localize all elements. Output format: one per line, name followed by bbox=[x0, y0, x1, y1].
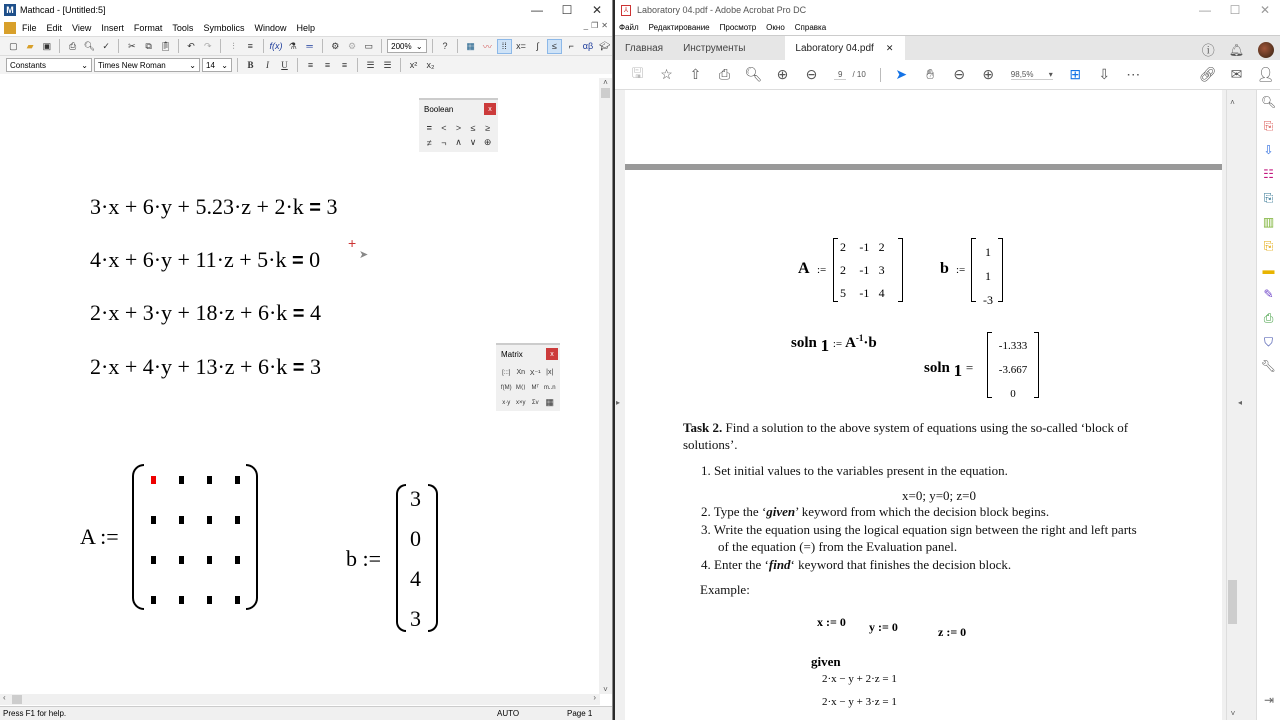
spellcheck-icon[interactable]: ✓ bbox=[102, 40, 110, 51]
redo-icon[interactable]: ↷ bbox=[204, 40, 212, 51]
menu-insert[interactable]: Insert bbox=[101, 23, 124, 33]
mouse-pointer-icon: ➤ bbox=[359, 249, 369, 261]
numbering-button[interactable]: ☰ bbox=[383, 59, 392, 70]
more-tools-wrench-icon[interactable]: 🔧︎ bbox=[1260, 359, 1277, 373]
example-given-keyword: given bbox=[811, 654, 841, 669]
initial-values: x=0; y=0; z=0 bbox=[902, 488, 976, 503]
pdf-page-view[interactable]: A := 2 -1 2 2 -1 3 5 -1 4 b := 1 1 -3 soln 1 := $A^{-1}\cdot b$ soln 1 = -1.333 -3.667 0 Task 2. Find a solution to the above system of equations using the so-called ‘block of solutions’. 1. Set initial values to the variables present in the equation. x=0; y=0; z=0 2. Type the ‘given’ keyword from which the decision block begins. 3. Write the equation using the logical equation sign between the right and left parts of the equation (=) from the Evaluation panel. 4. Enter the ‘find‘ keyword that finishes the decision block. Example: x := 0 y := 0 z := 0 given 2·x − y + 2·z = 1 2·x − y + 3·z = 1 bbox=[625, 90, 1222, 720]
crosshair-cursor: + bbox=[348, 235, 357, 251]
menu-help[interactable]: Справка bbox=[794, 23, 827, 32]
doc-vector-b: 1 1 -3 bbox=[971, 238, 1003, 302]
subscript-button[interactable]: x₂ bbox=[426, 60, 435, 70]
share-link-icon[interactable]: 🔗︎ bbox=[1198, 66, 1217, 82]
previous-page-icon[interactable]: ⊕ bbox=[776, 66, 789, 82]
cut-icon[interactable]: ✂ bbox=[128, 40, 136, 51]
matrix-A[interactable] bbox=[132, 464, 258, 610]
doc-minimize-button[interactable]: _ bbox=[583, 21, 589, 30]
menu-file[interactable]: Файл bbox=[619, 23, 639, 32]
symbolic-palette-icon[interactable]: 🎓︎ bbox=[599, 40, 611, 51]
menu-file[interactable]: File bbox=[22, 23, 37, 33]
bool-not[interactable]: ¬ bbox=[441, 137, 447, 148]
tab-document[interactable]: Laboratory 04.pdf ✕ bbox=[785, 36, 905, 61]
acrobat-tab-bar bbox=[615, 35, 1280, 60]
dot-product-button[interactable]: x·y bbox=[502, 399, 511, 406]
zoom-select[interactable]: 200% ⌄ bbox=[387, 39, 426, 53]
bool-equal[interactable]: = bbox=[426, 122, 432, 133]
zoom-level-select[interactable]: 98,5% ▾ bbox=[1010, 69, 1053, 79]
align-left-button[interactable]: ≡ bbox=[307, 60, 314, 70]
close-button[interactable]: ✕ bbox=[591, 3, 603, 17]
maximize-button[interactable]: ☐ bbox=[561, 3, 573, 17]
step-3-cont: of the equation (=) from the Evaluation panel. bbox=[718, 539, 958, 554]
email-icon[interactable]: ✉ bbox=[1230, 66, 1243, 82]
collapse-tools-icon[interactable]: ⇥ bbox=[1263, 693, 1275, 707]
matrix-vectorize-button[interactable]: f(M) bbox=[500, 384, 512, 391]
print-preview-icon[interactable]: 🔍︎ bbox=[83, 40, 96, 51]
vertical-scroll-thumb[interactable] bbox=[601, 88, 610, 98]
menu-window[interactable]: Окно bbox=[766, 23, 785, 32]
tab-home[interactable]: Главная bbox=[625, 42, 664, 54]
example-equation-2: 2·x − y + 3·z = 1 bbox=[822, 696, 897, 708]
bool-less-equal[interactable]: ≤ bbox=[470, 122, 476, 133]
organize-pages-icon[interactable]: ☷ bbox=[1263, 167, 1274, 181]
copy-icon[interactable]: ⧉ bbox=[145, 40, 152, 51]
doc-matrix-A: 2 -1 2 2 -1 3 5 -1 4 bbox=[833, 238, 903, 302]
programming-palette-icon[interactable]: ⌐ bbox=[568, 41, 574, 51]
bullets-button[interactable]: ☰ bbox=[366, 59, 375, 70]
bool-greater[interactable]: > bbox=[455, 122, 462, 133]
equation-3[interactable]: 2·x + 3·y + 18·z + 6·k = 4 bbox=[90, 300, 321, 325]
zoom-out-icon[interactable]: ⊖ bbox=[953, 66, 966, 82]
sign-icon[interactable]: ✎ bbox=[1263, 287, 1274, 301]
matrix-subscript-button[interactable]: Xn bbox=[516, 369, 526, 376]
equation-4[interactable]: 2·x + 4·y + 13·z + 6·k = 3 bbox=[90, 354, 321, 379]
menu-window[interactable]: Window bbox=[254, 23, 287, 33]
open-icon[interactable]: ▰ bbox=[26, 40, 34, 51]
page-separator bbox=[625, 164, 1222, 170]
worksheet-horizontal-scrollbar[interactable]: ‹ › bbox=[0, 694, 600, 705]
edit-pdf-icon[interactable]: ▥ bbox=[1262, 215, 1275, 229]
mathcad-app-icon: M bbox=[4, 4, 16, 16]
font-size-select[interactable]: 14 ⌄ bbox=[202, 58, 232, 72]
acrobat-title: Laboratory 04.pdf - Adobe Acrobat Pro DC bbox=[637, 5, 807, 15]
undo-icon[interactable]: ↶ bbox=[187, 40, 195, 51]
matrix-determinant-button[interactable]: |x| bbox=[546, 369, 554, 376]
calculate-icon[interactable]: ═ bbox=[306, 41, 313, 51]
print-icon[interactable]: ⎙ bbox=[718, 66, 731, 82]
menu-symbolics[interactable]: Symbolics bbox=[203, 23, 245, 33]
acrobat-toolbar bbox=[615, 60, 1280, 90]
step-1: 1. Set initial values to the variables present in the equation. bbox=[701, 463, 1008, 478]
status-calc-mode: AUTO bbox=[497, 709, 520, 718]
task2-paragraph-cont: solutions’. bbox=[683, 437, 738, 452]
component-icon[interactable]: ⚙ bbox=[331, 40, 340, 51]
status-help-text: Press F1 for help. bbox=[3, 709, 67, 718]
matrix-palette-title: Matrix bbox=[501, 349, 523, 359]
calculator-palette-icon[interactable]: ▦ bbox=[466, 40, 475, 51]
worksheet-vertical-scrollbar[interactable]: ˄ ˅ bbox=[599, 78, 612, 694]
bold-button[interactable]: B bbox=[247, 60, 254, 70]
evaluation-palette-icon[interactable]: x= bbox=[516, 41, 526, 51]
mathcad-title: Mathcad - [Untitled:5] bbox=[20, 5, 106, 15]
page-number-input[interactable]: 9 bbox=[834, 70, 846, 80]
range-variable-button[interactable]: m..n bbox=[543, 384, 556, 391]
bool-not-equal[interactable]: ≠ bbox=[426, 137, 432, 148]
matrix-placeholder-active[interactable] bbox=[151, 476, 156, 484]
picture-button[interactable]: ▦ bbox=[545, 397, 554, 407]
bool-and[interactable]: ∧ bbox=[455, 137, 462, 147]
align-center-button[interactable]: ≡ bbox=[324, 60, 331, 70]
boolean-palette bbox=[419, 98, 498, 152]
acrobat-title-bar bbox=[615, 0, 1280, 20]
step-3: 3. Write the equation using the logical equation sign between the right and left parts bbox=[701, 522, 1137, 537]
acrobat-menu-bar bbox=[615, 20, 1280, 35]
acrobat-maximize-button[interactable]: ☐ bbox=[1229, 3, 1241, 17]
pdf-scroll-thumb[interactable] bbox=[1228, 580, 1237, 624]
equation-1[interactable]: 3·x + 6·y + 5.23·z + 2·k = 3 bbox=[90, 194, 338, 219]
matrix-column-button[interactable]: M⟨⟩ bbox=[515, 385, 526, 391]
bool-greater-equal[interactable]: ≥ bbox=[485, 122, 491, 133]
matrix-palette bbox=[496, 343, 560, 411]
vector-b[interactable]: 3 0 4 3 bbox=[396, 484, 438, 632]
align-across-icon[interactable]: ⫶ bbox=[232, 40, 235, 51]
horizontal-scroll-thumb[interactable] bbox=[12, 695, 22, 704]
italic-button[interactable]: I bbox=[266, 60, 269, 70]
font-select[interactable]: Times New Roman ⌄ bbox=[94, 58, 200, 72]
calculus-palette-icon[interactable]: ∫ bbox=[536, 41, 539, 51]
menu-view[interactable]: View bbox=[72, 23, 92, 33]
task2-paragraph: Task 2. Find a solution to the above system of equations using the so-called ‘block of bbox=[683, 420, 1129, 435]
insert-unit-icon[interactable]: ⚗ bbox=[288, 40, 297, 51]
worksheet[interactable] bbox=[0, 78, 600, 694]
vector-b-label: b := bbox=[346, 546, 382, 571]
pdf-vertical-scrollbar[interactable]: ˄ ˅ bbox=[1226, 90, 1238, 720]
print-icon[interactable]: ⎙ bbox=[69, 40, 77, 51]
menu-edit[interactable]: Редактирование bbox=[648, 23, 710, 32]
style-select[interactable]: Constants ⌄ bbox=[6, 58, 92, 72]
greek-palette-icon[interactable]: αβ bbox=[582, 41, 594, 51]
fill-sign-icon[interactable]: ⎘ bbox=[1263, 238, 1274, 253]
align-right-button[interactable]: ≡ bbox=[341, 60, 348, 70]
upload-cloud-icon[interactable]: ⇧ bbox=[689, 66, 702, 82]
graph-palette-icon[interactable]: 〰 bbox=[482, 41, 492, 52]
acrobat-window bbox=[615, 0, 1280, 720]
doc-soln-result: -1.333 -3.667 0 bbox=[987, 332, 1039, 398]
save-icon[interactable]: ▣ bbox=[42, 40, 52, 51]
mathcad-title-bar bbox=[0, 0, 612, 20]
step-2: 2. Type the ‘given’ keyword from which the decision block begins. bbox=[701, 504, 1050, 519]
minimize-button[interactable]: — bbox=[531, 3, 543, 17]
formatting-toolbar bbox=[0, 55, 612, 74]
bookmark-star-icon[interactable]: ☆ bbox=[660, 66, 673, 82]
mathcad-menu-bar bbox=[0, 20, 612, 36]
save-icon[interactable]: 🖫 bbox=[631, 64, 644, 81]
example-y-init: y := 0 bbox=[869, 620, 898, 634]
doc-close-button[interactable]: ✕ bbox=[601, 21, 608, 30]
doc-vector-b-label: b bbox=[940, 260, 949, 277]
matrix-insert-button[interactable]: [:::] bbox=[502, 369, 511, 376]
acrobat-close-button[interactable]: ✕ bbox=[1259, 3, 1271, 17]
search-icon[interactable]: 🔍︎ bbox=[744, 66, 763, 82]
paste-icon[interactable]: 📋︎ bbox=[159, 40, 172, 51]
menu-help[interactable]: Help bbox=[296, 23, 315, 33]
bool-or[interactable]: ∨ bbox=[469, 137, 477, 147]
doc-soln-definition: soln 1 := $A^{-1}\cdot b$ bbox=[791, 333, 877, 355]
standard-toolbar bbox=[0, 36, 612, 55]
export-pdf-icon[interactable]: ⇩ bbox=[1263, 143, 1274, 157]
tools-right-panel bbox=[1256, 90, 1280, 720]
matrix-A-label: A := bbox=[80, 524, 119, 549]
cross-product-button[interactable]: x×y bbox=[515, 399, 526, 406]
page-total: / 10 bbox=[852, 69, 866, 79]
mathcad-window bbox=[0, 0, 613, 720]
more-tools-icon[interactable]: ⋯ bbox=[1126, 66, 1141, 82]
example-label: Example: bbox=[700, 582, 750, 597]
align-down-icon[interactable]: ≡ bbox=[247, 41, 253, 51]
help-icon[interactable]: ? bbox=[442, 41, 448, 51]
collapse-left-panel-icon[interactable]: ▸ bbox=[616, 398, 621, 407]
add-user-icon[interactable]: 👤︎ bbox=[1256, 66, 1275, 82]
menu-tools[interactable]: Tools bbox=[172, 23, 194, 33]
mathcad-status-bar bbox=[0, 706, 613, 720]
underline-button[interactable]: U bbox=[281, 60, 288, 70]
matrix-inverse-button[interactable]: X⁻¹ bbox=[529, 369, 541, 377]
doc-matrix-A-label: A bbox=[798, 260, 810, 277]
superscript-button[interactable]: x² bbox=[409, 60, 418, 70]
print-production-icon[interactable]: ⎙ bbox=[1263, 310, 1274, 325]
example-equation-1: 2·x − y + 2·z = 1 bbox=[822, 673, 897, 685]
tab-tools[interactable]: Инструменты bbox=[683, 42, 746, 54]
example-x-init: x := 0 bbox=[817, 615, 846, 629]
boolean-palette-close[interactable]: x bbox=[484, 103, 496, 115]
select-cursor-icon[interactable]: ➤ bbox=[895, 66, 908, 82]
example-z-init: z := 0 bbox=[938, 625, 967, 639]
status-page: Page 1 bbox=[567, 709, 593, 718]
fit-page-icon[interactable]: ⊞ bbox=[1069, 66, 1082, 82]
protect-icon[interactable]: ⛉ bbox=[1263, 334, 1273, 349]
bool-xor[interactable]: ⊕ bbox=[483, 137, 492, 147]
new-icon[interactable]: ▢ bbox=[9, 40, 18, 51]
vector-sum-button[interactable]: Σv bbox=[531, 399, 539, 406]
menu-format[interactable]: Format bbox=[133, 23, 163, 33]
matrix-palette-icon[interactable]: ⁞⁞ bbox=[497, 39, 512, 54]
scroll-mode-icon[interactable]: ⇩ bbox=[1098, 66, 1111, 82]
matrix-transpose-button[interactable]: Mᵀ bbox=[531, 384, 540, 391]
combine-files-icon[interactable]: ⎘ bbox=[1263, 190, 1274, 205]
hand-tool-icon[interactable]: ✋︎ bbox=[926, 66, 935, 82]
close-tab-icon[interactable]: ✕ bbox=[885, 42, 894, 53]
document-icon[interactable] bbox=[4, 22, 16, 34]
doc-soln-result-label: soln 1 = bbox=[924, 360, 974, 380]
matrix-palette-close[interactable]: x bbox=[546, 348, 558, 360]
boolean-palette-icon[interactable]: ≤ bbox=[547, 39, 562, 54]
menu-view[interactable]: Просмотр bbox=[719, 23, 757, 32]
bool-less[interactable]: < bbox=[441, 122, 447, 133]
doc-restore-button[interactable]: ❐ bbox=[591, 21, 599, 30]
comment-icon[interactable]: ▬ bbox=[1262, 263, 1275, 277]
search-tool-icon[interactable]: 🔍︎ bbox=[1260, 95, 1277, 109]
notifications-bell-icon[interactable]: 🔔︎ bbox=[1228, 42, 1244, 57]
user-avatar[interactable] bbox=[1258, 42, 1274, 58]
help-icon[interactable]: ⓘ bbox=[1201, 43, 1215, 58]
collapse-right-panel-icon[interactable]: ◂ bbox=[1238, 398, 1243, 407]
next-page-icon[interactable]: ⊖ bbox=[805, 66, 818, 82]
pdf-app-icon: ⅄ bbox=[621, 5, 631, 16]
equation-2[interactable]: 4·x + 6·y + 11·z + 5·k = 0 bbox=[90, 247, 321, 272]
resource-icon[interactable]: ⚙ bbox=[347, 40, 357, 51]
zoom-in-icon[interactable]: ⊕ bbox=[982, 66, 995, 82]
create-pdf-icon[interactable]: ⎘ bbox=[1263, 118, 1274, 133]
window-icon[interactable]: ▭ bbox=[364, 40, 374, 51]
insert-function-icon[interactable]: f(x) bbox=[269, 41, 283, 51]
page-navigator bbox=[834, 70, 866, 80]
acrobat-minimize-button[interactable]: — bbox=[1199, 3, 1211, 17]
boolean-palette-title: Boolean bbox=[424, 104, 454, 114]
menu-edit[interactable]: Edit bbox=[46, 23, 63, 33]
step-4: 4. Enter the ‘find‘ keyword that finishes the decision block. bbox=[701, 557, 1012, 572]
